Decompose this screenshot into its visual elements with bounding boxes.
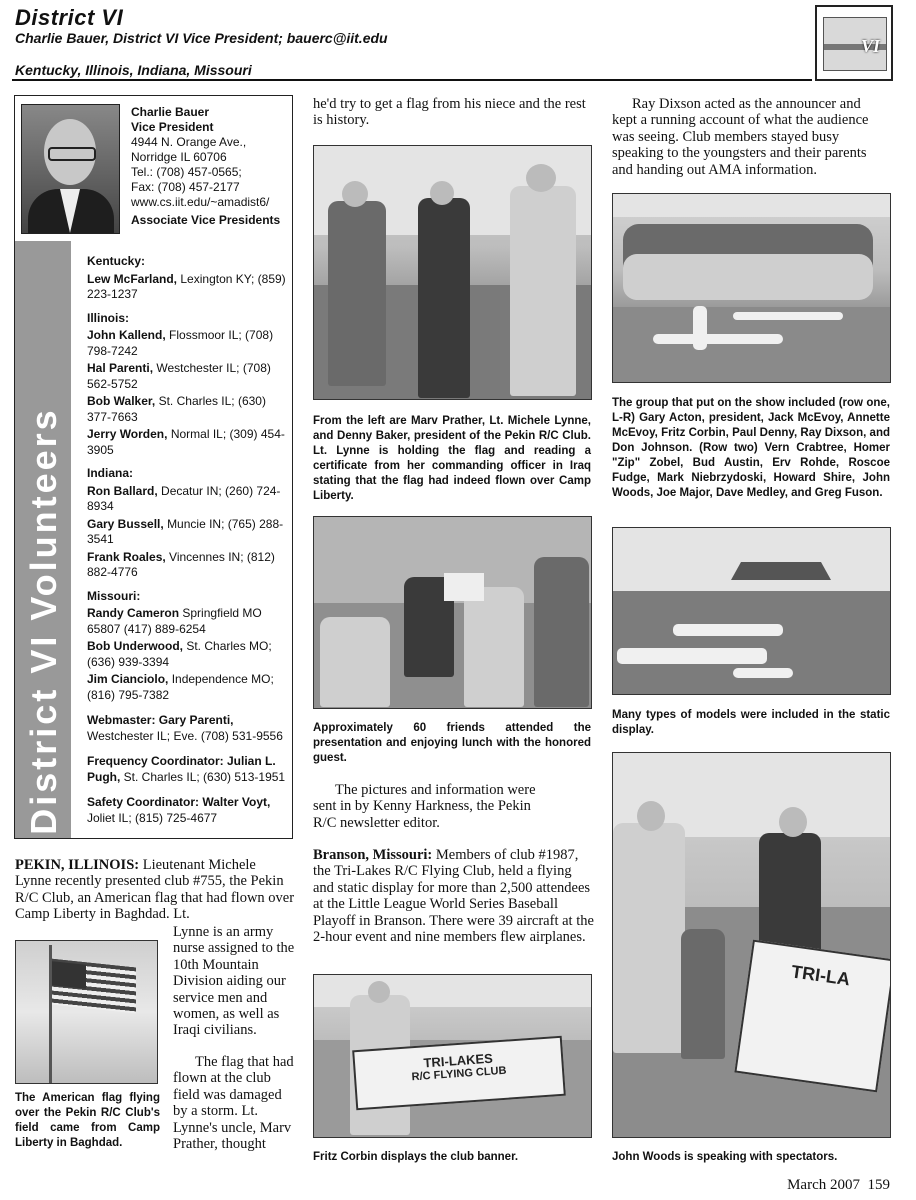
list-item: Bob Walker, St. Charles IL; (630) 377-7663 <box>87 394 266 424</box>
vp-contact <box>131 105 291 228</box>
list-item: Randy Cameron Springfield MO 65807 (417) 889-6254 <box>87 606 262 636</box>
sidebar-vertical-title: District VI Volunteers <box>23 407 64 835</box>
page-title: District VI <box>15 5 124 30</box>
vp-name: Charlie Bauer <box>131 105 210 119</box>
pekin-col-b: The flag that had flown at the club field was damaged by a storm. Lt. Lynne's uncle, Marv Prather, thought <box>173 1054 294 1153</box>
region-illinois: Illinois: <box>87 310 129 325</box>
list-item: Webmaster: Gary Parenti, Westchester IL; Eve. (708) 531-9556 <box>87 713 283 743</box>
caption-group: The group that put on the show included (row one, L-R) Gary Acton, president, Jack McEvoy, Annette McEvoy, Fritz Corbin, Paul Denny, Ray Dixson, and Don Johnson. (Row two) Vern Crabtree, Homer "Zip" Zobel, Bud Austin, Erv Rohde, Roscoe Fudge, Mark Niebrzydoski, Howard Shire, John Woods, Joe Major, Dave Medley, and Greg Fuson. <box>612 397 890 499</box>
banner-line2: R/C FLYING CLUB <box>411 1064 507 1084</box>
vp-tel: Tel.: (708) 457-0565; <box>131 165 242 179</box>
branson-article: Branson, Missouri: Members of club #1987, the Tri-Lakes R/C Flying Club, held a flying and static display for more than 2,500 attendees at the Little League World Series Baseball Playoff in Branson. There were 39 aircraft at the 2-hour event and nine members flew airplanes. <box>313 847 594 946</box>
vp-fax: Fax: (708) 457-2177 <box>131 180 240 194</box>
list-item: Jerry Worden, Normal IL; (309) 454-3905 <box>87 427 285 457</box>
header-rule <box>12 79 812 81</box>
vp-web[interactable]: www.cs.iit.edu/~amadist6/ <box>131 195 270 209</box>
pekin-col-a: Lynne is an army nurse assigned to the 10th Mountain Division aiding our service men and women, as well as Iraqi civilians. <box>173 924 295 1039</box>
page-footer <box>787 1177 890 1194</box>
header-states: Kentucky, Illinois, Indiana, Missouri <box>15 62 252 78</box>
pekin-intro: PEKIN, ILLINOIS: Lieutenant Michele Lynne recently presented club #755, the Pekin R/C Club, an American flag that had flown over Camp Liberty in Baghdad. Lt. <box>15 857 295 923</box>
list-item: Frequency Coordinator: Julian L. Pugh, St. Charles IL; (630) 513-1951 <box>87 754 286 784</box>
lunch-photo <box>313 516 592 709</box>
pictures-credit: The pictures and information were sent in by Kenny Harkness, the Pekin R/C newsletter editor. <box>313 782 536 831</box>
vp-address1: 4944 N. Orange Ave., <box>131 135 247 149</box>
dixson-text: Ray Dixson acted as the announcer and kept a running account of what the audience was seeing. Club members stayed busy speaking to the youngsters and their parents and handing out AMA information. <box>612 96 869 178</box>
branson-lead: Branson, Missouri: <box>313 847 433 863</box>
flag-photo <box>15 940 158 1084</box>
caption-woods: John Woods is speaking with spectators. <box>612 1151 838 1163</box>
caption-flag: The American flag flying over the Pekin R/C Club's field came from Camp Liberty in Baghdad. <box>15 1092 160 1149</box>
region-missouri: Missouri: <box>87 588 141 603</box>
region-indiana: Indiana: <box>87 466 134 480</box>
volunteer-list <box>87 246 287 826</box>
district-logo <box>815 5 893 81</box>
footer-page-number: 159 <box>867 1177 890 1193</box>
list-item: Bob Underwood, St. Charles MO; (636) 939-3394 <box>87 639 272 669</box>
spectator-banner-text: TRI-LA <box>790 961 852 990</box>
region-kentucky: Kentucky: <box>87 254 146 268</box>
vp-assoc: Associate Vice Presidents <box>131 213 281 227</box>
header-subtitle: Charlie Bauer, District VI Vice President; bauerc@iit.edu <box>15 30 388 46</box>
vp-portrait <box>21 104 120 234</box>
caption-banner: Fritz Corbin displays the club banner. <box>313 1151 519 1163</box>
logo-text: VI <box>860 36 880 56</box>
caption-static: Many types of models were included in the static display. <box>612 709 890 736</box>
list-item: Lew McFarland, Lexington KY; (859) 223-1237 <box>87 271 286 301</box>
list-item: Safety Coordinator: Walter Voyt, Joliet IL; (815) 725-4677 <box>87 795 271 825</box>
vp-role: Vice President <box>131 120 214 134</box>
caption-lunch: Approximately 60 friends attended the presentation and enjoying lunch with the honored guest. <box>313 722 591 764</box>
footer-issue: March 2007 <box>787 1177 860 1193</box>
logo-map-icon <box>823 17 887 71</box>
volunteers-sidebar <box>14 95 293 839</box>
list-item: Gary Bussell, Muncie IN; (765) 288-3541 <box>87 516 284 546</box>
list-item: Frank Roales, Vincennes IN; (812) 882-4776 <box>87 549 275 579</box>
pekin-cont: he'd try to get a flag from his niece and the rest is history. <box>313 96 586 129</box>
spectators-photo <box>612 752 891 1138</box>
list-item: John Kallend, Flossmoor IL; (708) 798-7242 <box>87 328 274 358</box>
prather-photo <box>313 145 592 400</box>
banner-photo <box>313 974 592 1138</box>
caption-prather: From the left are Marv Prather, Lt. Michele Lynne, and Denny Baker, president of the Pekin R/C Club. Lt. Lynne is holding the flag and reading a certificate from her commanding officer in Iraq stating that the flag had indeed flown over Camp Liberty. <box>313 415 591 502</box>
spectator-banner <box>734 940 891 1093</box>
list-item: Ron Ballard, Decatur IN; (260) 724-8934 <box>87 483 281 513</box>
vp-address2: Norridge IL 60706 <box>131 150 227 164</box>
pekin-lead: PEKIN, ILLINOIS: <box>15 857 140 873</box>
group-photo <box>612 193 891 383</box>
static-display-photo <box>612 527 891 695</box>
list-item: Jim Cianciolo, Independence MO; (816) 795-7382 <box>87 672 274 702</box>
banner-line1: TRI-LAKES <box>423 1050 494 1071</box>
list-item: Hal Parenti, Westchester IL; (708) 562-5752 <box>87 361 271 391</box>
